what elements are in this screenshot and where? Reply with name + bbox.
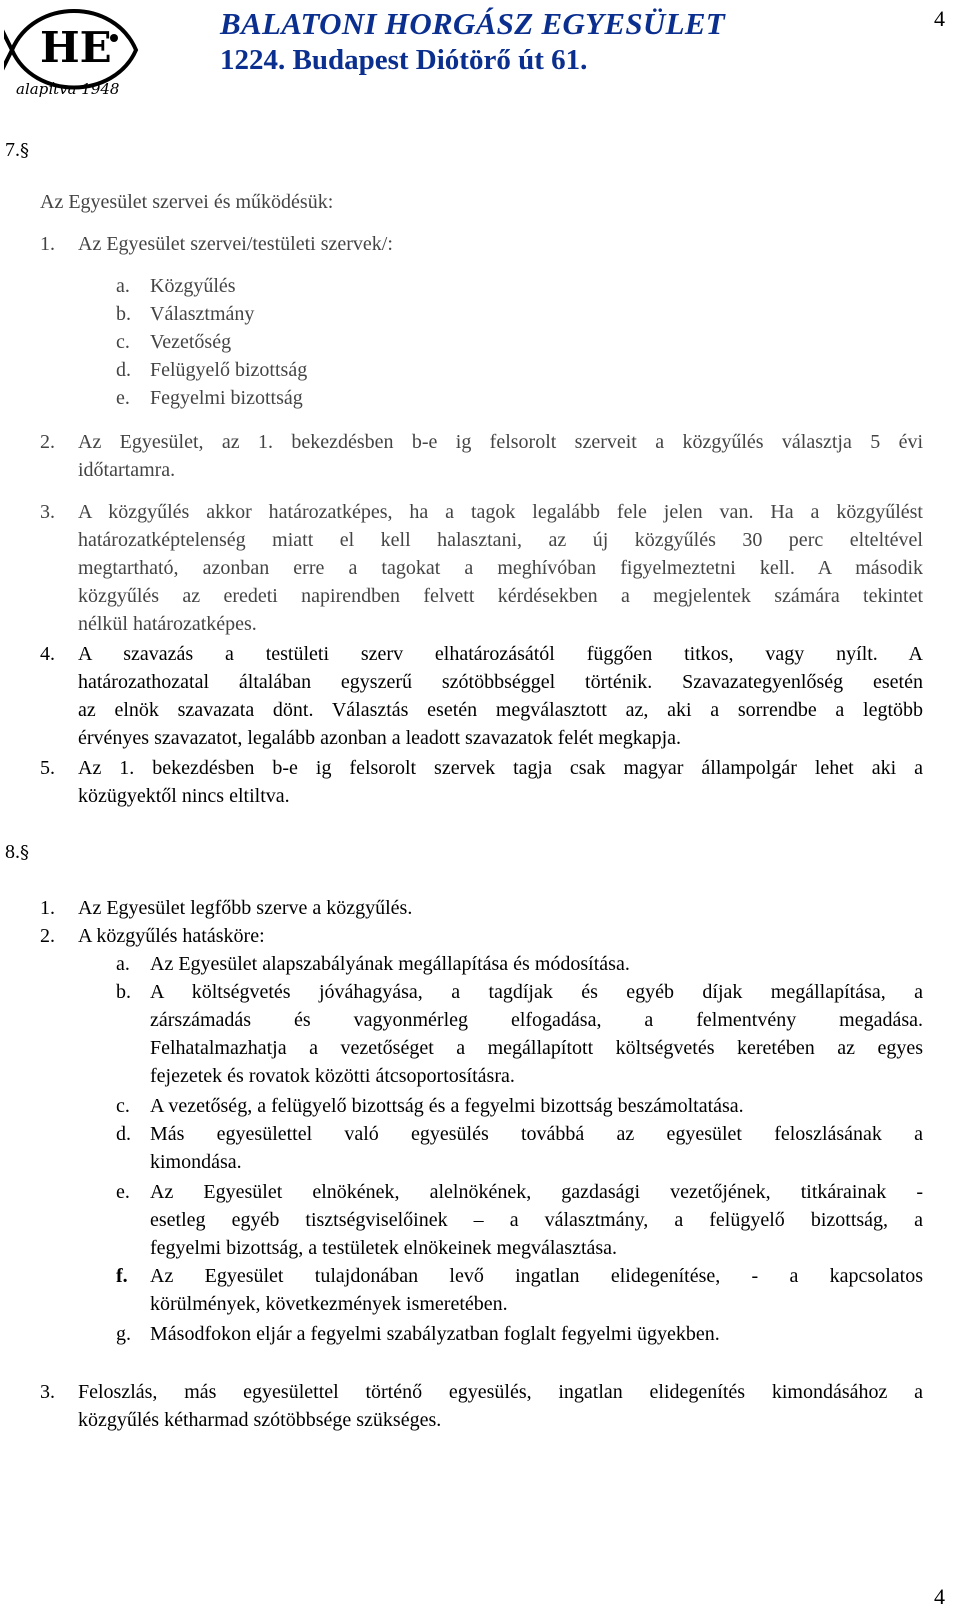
s7-item-text: Fegyelmi bizottság	[150, 387, 303, 409]
s7-p4-line: az elnök szavazata dönt. Választás esetén megválasztott az, aki a sorrendbe a legtöbb	[78, 699, 923, 721]
header-address: 1224. Budapest Diótörő út 61.	[220, 44, 588, 76]
s8-item-letter: b.	[116, 981, 131, 1003]
s7-p3-line: határozatképtelenség miatt el kell halasztani, az új közgyűlés 30 perc elteltével	[78, 529, 923, 551]
s7-p5-line: Az 1. bekezdésben b-e ig felsorolt szervek tagja csak magyar állampolgár lehet aki a	[78, 757, 923, 779]
s8-item-line: esetleg egyéb tisztségviselőinek – a választmány, a felügyelő bizottság, a	[150, 1209, 923, 1231]
s8-item-line: zárszámadás és vagyonmérleg elfogadása, a felmentvény megadása.	[150, 1009, 923, 1031]
page-number-bottom: 4	[934, 1584, 945, 1609]
s8-p1-number: 1.	[40, 897, 55, 919]
s8-item-line: Az Egyesület alapszabályának megállapítása és módosítása.	[150, 953, 630, 975]
s8-item-line: Másodfokon eljár a fegyelmi szabályzatban foglalt fegyelmi ügyekben.	[150, 1323, 720, 1345]
s8-item-line: A vezetőség, a felügyelő bizottság és a fegyelmi bizottság beszámoltatása.	[150, 1095, 744, 1117]
s8-p1-text: Az Egyesület legfőbb szerve a közgyűlés.	[78, 897, 413, 919]
s8-item-letter: a.	[116, 953, 130, 975]
association-logo	[4, 0, 144, 100]
s8-p3-number: 3.	[40, 1381, 55, 1403]
paragraph-symbol: §	[20, 140, 29, 161]
s8-item-letter: e.	[116, 1181, 130, 1203]
s7-item-text: Vezetőség	[150, 331, 232, 353]
logo-founding-text: alapítva 1948	[16, 80, 120, 98]
s8-item-line: A költségvetés jóváhagyása, a tagdíjak és egyéb díjak megállapítása, a	[150, 981, 923, 1003]
s8-item-letter: f.	[116, 1265, 128, 1287]
s7-p2-line: időtartamra.	[78, 459, 176, 481]
s8-p3-line: Feloszlás, más egyesülettel történő egyesülés, ingatlan elidegenítés kimondásához a	[78, 1381, 923, 1403]
s8-p2-number: 2.	[40, 925, 55, 947]
s7-item-letter: a.	[116, 275, 130, 297]
s7-p4-line: határozathozatal általában egyszerű szótöbbséggel történik. Szavazategyenlőség esetén	[78, 671, 923, 693]
s7-item-letter: b.	[116, 303, 131, 325]
s8-item-letter: g.	[116, 1323, 131, 1345]
s7-item-letter: c.	[116, 331, 130, 353]
s7-p1-text: Az Egyesület szervei/testületi szervek/:	[78, 233, 393, 255]
s7-p3-number: 3.	[40, 501, 55, 523]
s8-p2-text: A közgyűlés hatásköre:	[78, 925, 265, 947]
s7-p3-line: A közgyűlés akkor határozatképes, ha a tagok legalább fele jelen van. Ha a közgyűlést	[78, 501, 923, 523]
s8-item-line: kimondása.	[150, 1151, 242, 1173]
s8-item-letter: c.	[116, 1095, 130, 1117]
page-number-top: 4	[934, 6, 945, 31]
s7-p1-number: 1.	[40, 233, 55, 255]
s8-item-line: fegyelmi bizottság, a testületek elnökeinek megválasztása.	[150, 1237, 618, 1259]
s8-item-letter: d.	[116, 1123, 131, 1145]
section-7-heading: 7.§	[5, 139, 29, 161]
logo-letters: HE	[40, 23, 112, 72]
s7-item-text: Választmány	[150, 303, 255, 325]
paragraph-symbol: §	[20, 842, 29, 863]
s8-item-line: Az Egyesület tulajdonában levő ingatlan elidegenítése, - a kapcsolatos	[150, 1265, 923, 1287]
s7-p2-number: 2.	[40, 431, 55, 453]
header-title: BALATONI HORGÁSZ EGYESÜLET	[220, 6, 726, 41]
s8-item-line: Felhatalmazhatja a vezetőséget a megállapított költségvetés keretében az egyes	[150, 1037, 923, 1059]
section-8-heading: 8.§	[5, 841, 29, 863]
s8-item-line: Más egyesülettel való egyesülés továbbá az egyesület feloszlásának a	[150, 1123, 923, 1145]
s7-p5-line: közügyektől nincs eltiltva.	[78, 785, 290, 807]
logo-fish-emblem	[4, 0, 144, 100]
s7-p2-line: Az Egyesület, az 1. bekezdésben b-e ig felsorolt szerveit a közgyűlés választja 5 évi	[78, 431, 923, 453]
s7-p5-number: 5.	[40, 757, 55, 779]
s7-item-text: Közgyűlés	[150, 275, 236, 297]
s7-item-text: Felügyelő bizottság	[150, 359, 308, 381]
s7-p4-number: 4.	[40, 643, 55, 665]
s7-p3-line: közgyűlés az eredeti napirendben felvett kérdésekben a megjelentek számára tekintet	[78, 585, 923, 607]
s7-p4-line: érvényes szavazatot, legalább azonban a leadott szavazatok felét megkapja.	[78, 727, 682, 749]
s7-p4-line: A szavazás a testületi szerv elhatározásától függően titkos, vagy nyílt. A	[78, 643, 923, 665]
s8-item-line: körülmények, következmények ismeretében.	[150, 1293, 508, 1315]
s7-p3-line: megtartható, azonban erre a tagokat a meghívóban figyelmeztetni kell. A második	[78, 557, 923, 579]
s8-item-line: fejezetek és rovatok közötti átcsoportosításra.	[150, 1065, 515, 1087]
s8-item-line: Az Egyesület elnökének, alelnökének, gazdasági vezetőjének, titkárainak -	[150, 1181, 923, 1203]
section-7-title: Az Egyesület szervei és működésük:	[40, 191, 334, 213]
s8-p3-line: közgyűlés kétharmad szótöbbsége szükséges.	[78, 1409, 442, 1431]
s7-item-letter: d.	[116, 359, 131, 381]
s7-item-letter: e.	[116, 387, 130, 409]
s7-p3-line: nélkül határozatképes.	[78, 613, 257, 635]
